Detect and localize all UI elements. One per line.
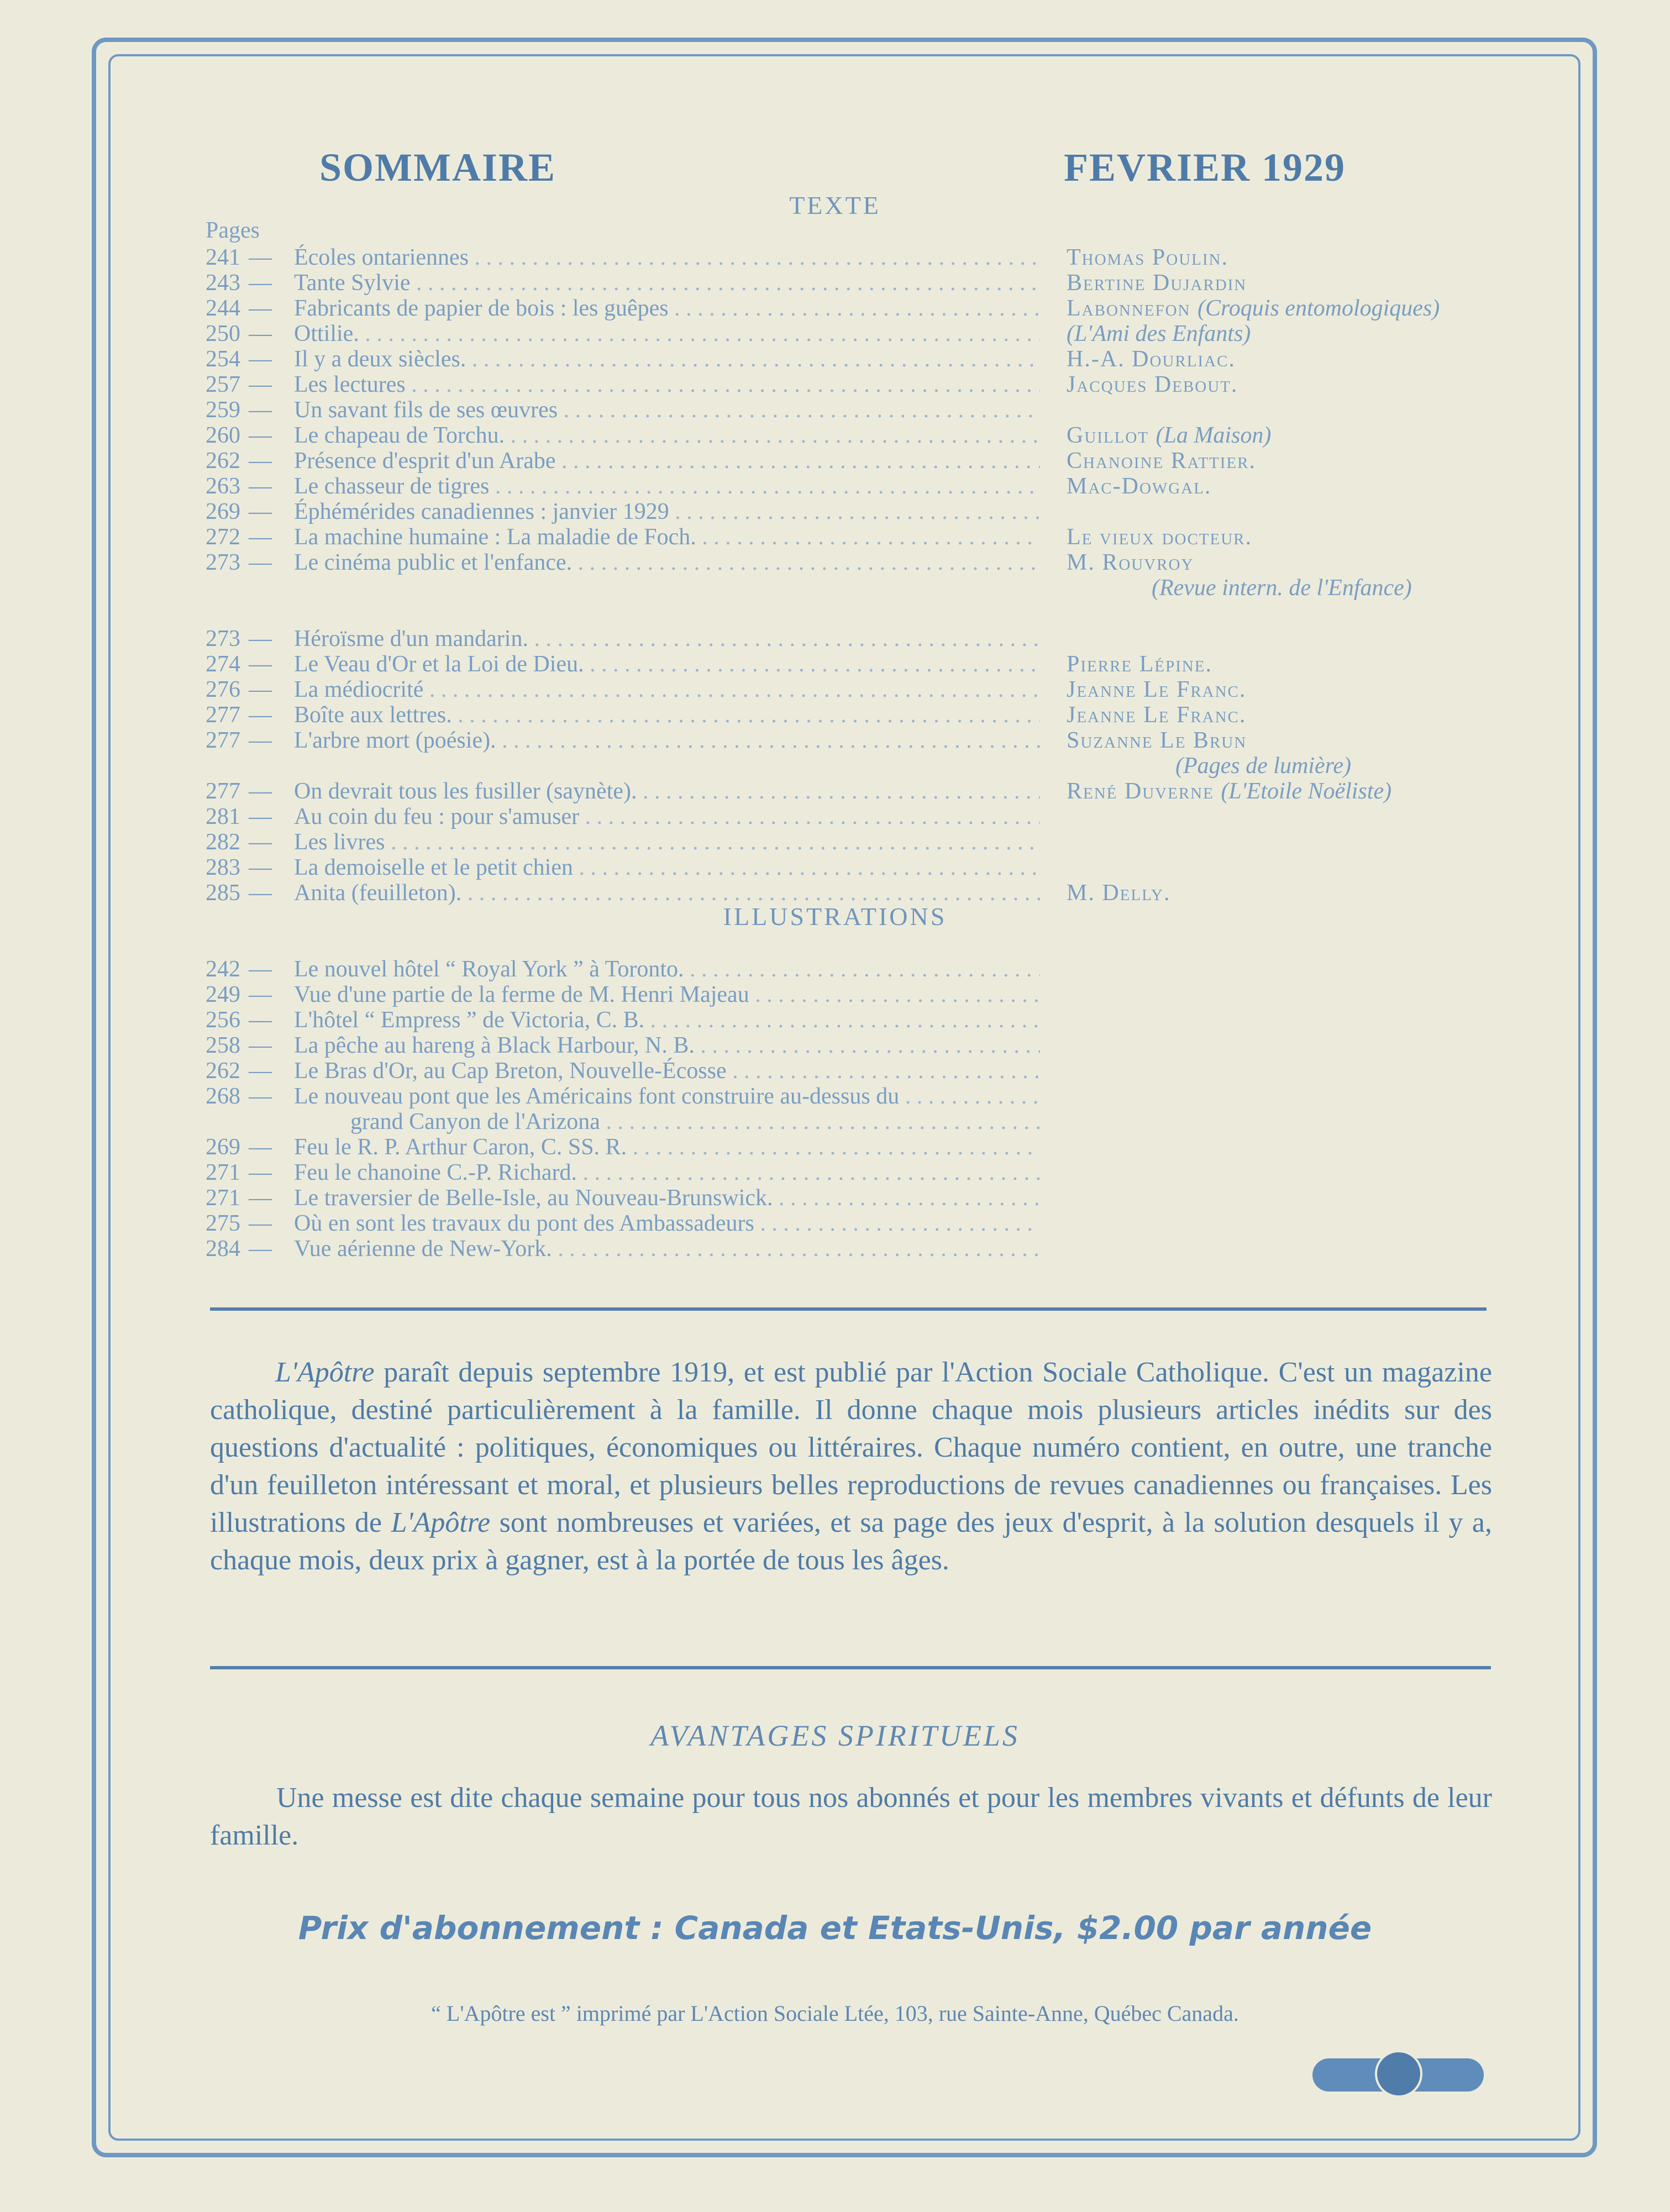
toc-entry [206, 549, 1040, 576]
page-number: 272 [206, 524, 240, 550]
toc-row [206, 1083, 1565, 1108]
entry-title: Anita (feuilleton). [294, 880, 462, 906]
illustrations-section-title: ILLUSTRATIONS [723, 902, 947, 931]
separator-dash: — [249, 524, 272, 550]
entry-title: Éphémérides canadiennes : janvier 1929 [294, 499, 669, 524]
toc-entry [206, 956, 1040, 982]
separator-dash: — [249, 296, 272, 321]
toc-entry [206, 727, 1040, 754]
separator-dash: — [249, 728, 272, 753]
author-name: Mac-Dowgal. [1067, 474, 1212, 499]
separator-dash: — [249, 855, 272, 880]
entry-author [1067, 270, 1247, 296]
about-text-2: sont nombreuses et variées, et sa page des jeux d'esprit, à la solution desquels il y a, chaque mois, deux prix à gagner, est à la portée de tous les âges. [210, 1507, 1492, 1576]
toc-entry [206, 676, 1040, 703]
author-name: Jeanne Le Franc. [1067, 677, 1247, 702]
separator-dash: — [249, 651, 272, 677]
author-name: Labonnefon [1067, 296, 1191, 321]
toc-row [206, 651, 1565, 676]
magazine-name-2: L'Apôtre [391, 1507, 491, 1538]
separator-dash: — [249, 245, 272, 270]
author-source: (L'Ami des Enfants) [1067, 321, 1251, 346]
toc-row [206, 473, 1565, 498]
toc-entry [206, 346, 1040, 372]
entry-author [1067, 727, 1247, 754]
separator-dash: — [249, 1007, 272, 1033]
page-number: 283 [206, 855, 240, 880]
page-number: 262 [206, 1058, 240, 1084]
toc-row [206, 244, 1565, 270]
toc-entry [206, 244, 1040, 271]
author-name: Chanoine Rattier. [1067, 448, 1256, 474]
entry-title: La machine humaine : La maladie de Foch. [294, 524, 696, 550]
toc-entry [206, 854, 1040, 881]
author-source: (L'Etoile Noëliste) [1221, 779, 1392, 804]
toc-row [206, 1007, 1565, 1032]
toc-row [206, 778, 1565, 803]
separator-dash: — [249, 474, 272, 499]
toc-entry [206, 981, 1040, 1008]
page-number: 271 [206, 1160, 240, 1185]
page-number: 257 [206, 372, 240, 397]
page-number: 285 [206, 880, 240, 906]
author-name: M. Delly. [1067, 880, 1171, 906]
toc-row [206, 1210, 1565, 1236]
separator-dash: — [249, 448, 272, 474]
author-name: René Duverne [1067, 779, 1214, 804]
page-number: 260 [206, 423, 240, 448]
separator-dash: — [249, 270, 272, 296]
toc-entry [206, 397, 1040, 423]
page-number: 284 [206, 1236, 240, 1262]
entry-title: Un savant fils de ses œuvres [294, 397, 558, 423]
toc-row [206, 295, 1565, 320]
author-name: Suzanne Le Brun [1067, 728, 1247, 753]
toc-entry [206, 448, 1040, 474]
page-number: 269 [206, 1134, 240, 1160]
separator-dash: — [249, 779, 272, 804]
entry-author [1067, 778, 1391, 805]
entry-author [1067, 320, 1251, 347]
entry-title: On devrait tous les fusiller (saynète). [294, 779, 637, 804]
separator-dash: — [249, 321, 272, 346]
toc-spacer [206, 600, 1565, 626]
entry-title: Le Veau d'Or et la Loi de Dieu. [294, 651, 584, 677]
author-source: (Croquis entomologiques) [1198, 296, 1440, 321]
divider-rule-2 [210, 1666, 1491, 1669]
separator-dash: — [249, 1134, 272, 1160]
toc-row [206, 854, 1565, 880]
pages-label: Pages [206, 218, 260, 243]
entry-title: Le Bras d'Or, au Cap Breton, Nouvelle-Écosse [294, 1058, 727, 1084]
entry-title: Vue aérienne de New-York. [294, 1236, 552, 1262]
entry-title: Vue d'une partie de la ferme de M. Henri Majeau [294, 982, 749, 1007]
separator-dash: — [249, 397, 272, 423]
author-name: Bertine Dujardin [1067, 270, 1247, 296]
entry-title: Ottilie. [294, 321, 359, 346]
page-number: 271 [206, 1185, 240, 1211]
toc-entry [206, 422, 1040, 449]
separator-dash: — [249, 626, 272, 651]
union-label-disc [1375, 2050, 1422, 2098]
page-number: 276 [206, 677, 240, 702]
toc-row [206, 346, 1565, 371]
separator-dash: — [249, 804, 272, 829]
toc-entry [206, 1058, 1040, 1084]
page-number: 275 [206, 1211, 240, 1236]
page-number: 281 [206, 804, 240, 829]
entry-title: L'hôtel “ Empress ” de Victoria, C. B. [294, 1007, 645, 1033]
toc-row [206, 626, 1565, 651]
page-number: 273 [206, 550, 240, 575]
entry-title: Où en sont les travaux du pont des Ambassadeurs [294, 1211, 754, 1236]
page-number: 273 [206, 626, 240, 651]
toc-row [206, 448, 1565, 473]
advantages-text: Une messe est dite chaque semaine pour tous nos abonnés et pour les membres vivants et défunts de leur famille. [210, 1782, 1492, 1851]
toc-row [206, 702, 1565, 727]
toc-entry [206, 626, 1040, 652]
entry-title: Le nouvel hôtel “ Royal York ” à Toronto. [294, 957, 684, 982]
entry-title: Le traversier de Belle-Isle, au Nouveau-Brunswick. [294, 1185, 773, 1211]
toc-entry [206, 1236, 1040, 1262]
entry-author [1067, 346, 1236, 372]
toc-row [206, 1236, 1565, 1261]
toc-entry [206, 829, 1040, 855]
page-number: 256 [206, 1007, 240, 1033]
page-number: 242 [206, 957, 240, 982]
author-name: Jeanne Le Franc. [1067, 702, 1247, 728]
entry-title: Les lectures [294, 372, 406, 397]
toc-entry [206, 524, 1040, 550]
toc-row [206, 549, 1565, 575]
entry-title: La médiocrité [294, 677, 424, 702]
entry-title: Boîte aux lettres. [294, 702, 452, 728]
separator-dash: — [249, 1084, 272, 1109]
page-number: 268 [206, 1084, 240, 1109]
separator-dash: — [249, 1160, 272, 1185]
entry-author [1067, 244, 1228, 271]
toc-row [206, 1185, 1565, 1210]
separator-dash: — [249, 1185, 272, 1211]
toc-entry [206, 1134, 1040, 1160]
toc-source-row [206, 575, 1565, 600]
entry-title: Le chasseur de tigres [294, 474, 490, 499]
separator-dash: — [249, 550, 272, 575]
entry-title: Il y a deux siècles. [294, 346, 466, 372]
entry-title: Présence d'esprit d'un Arabe [294, 448, 556, 474]
magazine-name: L'Apôtre [275, 1357, 375, 1388]
toc-row [206, 676, 1565, 702]
entry-title: La demoiselle et le petit chien [294, 855, 573, 880]
toc-row [206, 422, 1565, 448]
separator-dash: — [249, 677, 272, 702]
author-name: Jacques Debout. [1067, 372, 1238, 397]
continuation-text: grand Canyon de l'Arizona [350, 1109, 600, 1134]
author-name: H.-A. Dourliac. [1067, 346, 1236, 372]
author-name: Le vieux docteur. [1067, 524, 1253, 550]
toc-row [206, 1032, 1565, 1058]
toc-continuation-row [206, 1108, 1565, 1134]
separator-dash: — [249, 1033, 272, 1058]
toc-row [206, 1058, 1565, 1083]
entry-title: Les livres [294, 829, 385, 855]
toc-entry [206, 1083, 1040, 1110]
entry-author [1067, 676, 1246, 703]
illustrations-contents-list [206, 956, 1565, 1261]
entry-title: Héroïsme d'un mandarin. [294, 626, 528, 651]
entry-title: Feu le chanoine C.-P. Richard. [294, 1160, 577, 1185]
toc-entry [206, 295, 1040, 322]
page-number: 277 [206, 702, 240, 728]
toc-entry [206, 473, 1040, 500]
separator-dash: — [249, 1236, 272, 1262]
toc-entry [206, 778, 1040, 805]
entry-title: La pêche au hareng à Black Harbour, N. B. [294, 1033, 695, 1058]
entry-title: Tante Sylvie [294, 270, 411, 296]
entry-continuation [206, 1108, 1040, 1135]
page-number: 274 [206, 651, 240, 677]
separator-dash: — [249, 829, 272, 855]
entry-author [1067, 524, 1252, 550]
page-number: 254 [206, 346, 240, 372]
page-number: 249 [206, 982, 240, 1007]
separator-dash: — [249, 1211, 272, 1236]
page-number: 241 [206, 245, 240, 270]
divider-rule [210, 1307, 1487, 1311]
toc-entry [206, 803, 1040, 830]
toc-row [206, 981, 1565, 1007]
page-number: 250 [206, 321, 240, 346]
page-number: 263 [206, 474, 240, 499]
entry-title: Fabricants de papier de bois : les guêpes [294, 296, 669, 321]
separator-dash: — [249, 346, 272, 372]
author-name: Pierre Lépine. [1067, 651, 1212, 677]
about-paragraph [210, 1354, 1492, 1579]
entry-title: Le cinéma public et l'enfance. [294, 550, 573, 575]
toc-entry [206, 702, 1040, 728]
toc-row [206, 524, 1565, 549]
author-name: Thomas Poulin. [1067, 245, 1228, 270]
separator-dash: — [249, 1058, 272, 1084]
toc-row [206, 1134, 1565, 1159]
separator-dash: — [249, 702, 272, 728]
toc-row [206, 371, 1565, 397]
advantages-title: AVANTAGES SPIRITUELS [650, 1719, 1020, 1752]
entry-title: Le chapeau de Torchu. [294, 423, 505, 448]
toc-row [206, 829, 1565, 854]
toc-row [206, 270, 1565, 295]
toc-row [206, 803, 1565, 829]
page-number: 282 [206, 829, 240, 855]
toc-row [206, 956, 1565, 981]
printer-note: “ L'Apôtre est ” imprimé par L'Action Sociale Ltée, 103, rue Sainte-Anne, Québec Canada. [431, 2001, 1239, 2026]
summary-heading: SOMMAIRE [319, 145, 556, 190]
toc-entry [206, 1007, 1040, 1033]
page-number: 277 [206, 728, 240, 753]
toc-entry [206, 320, 1040, 347]
toc-row [206, 397, 1565, 422]
toc-row [206, 320, 1565, 346]
toc-entry [206, 651, 1040, 677]
page-number: 258 [206, 1033, 240, 1058]
entry-author [1067, 549, 1194, 576]
page-number: 243 [206, 270, 240, 296]
separator-dash: — [249, 880, 272, 906]
toc-entry [206, 1159, 1040, 1186]
subscription-price: Prix d'abonnement : Canada et Etats-Unis, $2.00 par année [298, 1909, 1372, 1947]
entry-title: Feu le R. P. Arthur Caron, C. SS. R. [294, 1134, 627, 1160]
entry-title: L'arbre mort (poésie). [294, 728, 496, 753]
toc-entry [206, 270, 1040, 296]
page-number: 277 [206, 779, 240, 804]
toc-entry [206, 371, 1040, 398]
entry-author [1067, 422, 1271, 449]
page-number: 262 [206, 448, 240, 474]
entry-author [1067, 295, 1440, 322]
entry-source: (Revue intern. de l'Enfance) [1152, 575, 1412, 601]
text-section-title: TEXTE [789, 191, 881, 219]
toc-row [206, 727, 1565, 753]
page-number: 244 [206, 296, 240, 321]
entry-source: (Pages de lumière) [1175, 753, 1351, 779]
separator-dash: — [249, 957, 272, 982]
toc-entry [206, 1185, 1040, 1211]
separator-dash: — [249, 372, 272, 397]
entry-title: Écoles ontariennes [294, 245, 469, 270]
toc-entry [206, 498, 1040, 525]
entry-author [1067, 371, 1238, 398]
toc-source-row [206, 753, 1565, 778]
toc-entry [206, 1210, 1040, 1237]
entry-author [1067, 702, 1246, 728]
entry-title: Au coin du feu : pour s'amuser [294, 804, 580, 829]
toc-row [206, 1159, 1565, 1185]
entry-author [1067, 448, 1256, 474]
entry-title: Le nouveau pont que les Américains font construire au-dessus du [294, 1084, 900, 1109]
about-text-1: paraît depuis septembre 1919, et est publié par l'Action Sociale Catholique. C'est un magazine catholique, destiné particulièrement à la famille. Il donne chaque mois plusieurs articles inédits sur des questions d'actualité : politiques, économiques ou littéraires. Chaque numéro contient, en outre, une tranche d'un feuilleton intéressant et moral, et plusieurs belles reproductions de revues canadiennes ou françaises. Les illustrations de [210, 1357, 1492, 1538]
author-name: Guillot [1067, 423, 1149, 448]
issue-date-heading: FEVRIER 1929 [1064, 145, 1346, 190]
author-name: M. Rouvroy [1067, 550, 1194, 575]
toc-entry [206, 1032, 1040, 1059]
separator-dash: — [249, 499, 272, 524]
separator-dash: — [249, 982, 272, 1007]
entry-author [1067, 651, 1212, 677]
page-number: 269 [206, 499, 240, 524]
page-number: 259 [206, 397, 240, 423]
entry-author [1067, 473, 1211, 500]
author-source: (La Maison) [1156, 423, 1272, 448]
text-contents-list [206, 244, 1565, 905]
toc-row [206, 498, 1565, 524]
separator-dash: — [249, 423, 272, 448]
